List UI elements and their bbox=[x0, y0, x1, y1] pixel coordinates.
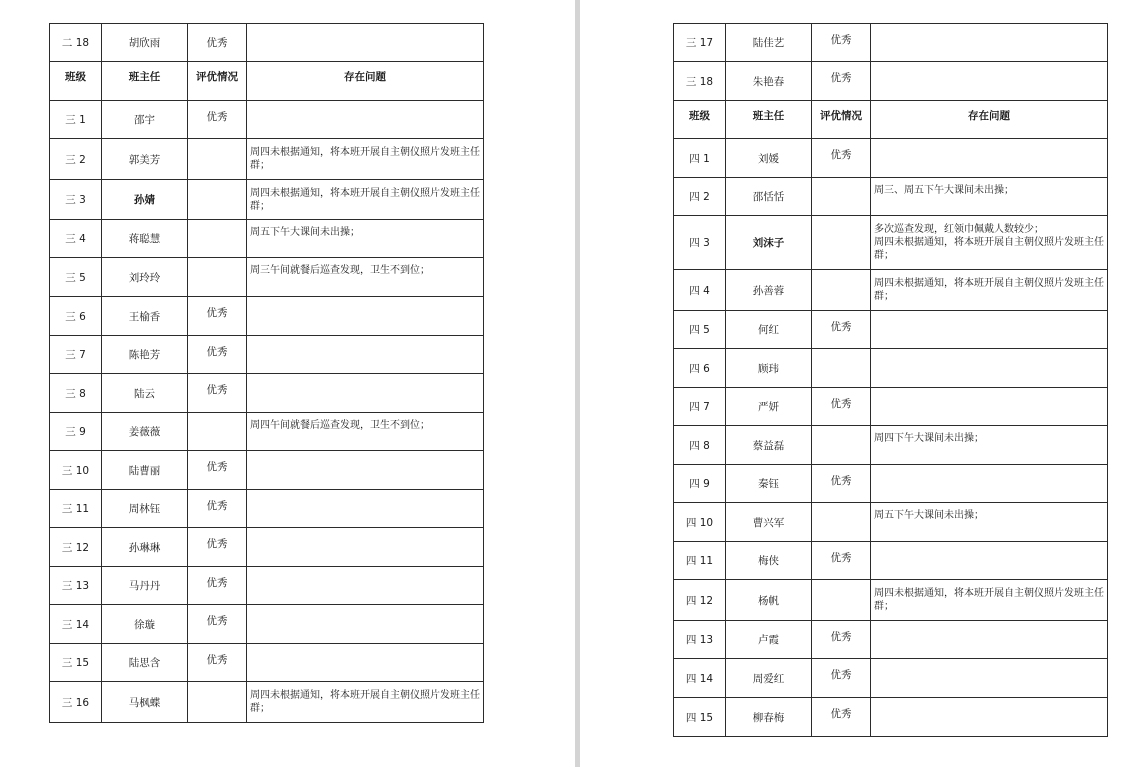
rating-cell: 优秀 bbox=[188, 101, 247, 139]
header-rating: 评优情况 bbox=[812, 101, 871, 139]
rating-cell bbox=[188, 413, 247, 451]
table-row bbox=[50, 258, 484, 297]
teacher-cell: 陆云 bbox=[102, 374, 188, 413]
teacher-cell: 柳春梅 bbox=[726, 698, 812, 737]
table-row bbox=[674, 426, 1108, 465]
rating-cell: 优秀 bbox=[812, 24, 871, 62]
class-cell: 三 3 bbox=[50, 180, 102, 220]
class-cell: 四 3 bbox=[674, 216, 726, 270]
table-row bbox=[674, 216, 1108, 270]
issue-cell bbox=[871, 698, 1108, 737]
class-cell: 二 18 bbox=[50, 24, 102, 62]
rating-cell: 优秀 bbox=[812, 621, 871, 659]
issue-cell bbox=[247, 490, 484, 528]
rating-cell bbox=[188, 180, 247, 220]
table-row bbox=[674, 62, 1108, 101]
rating-cell: 优秀 bbox=[812, 659, 871, 698]
rating-cell bbox=[812, 503, 871, 542]
table-row bbox=[674, 542, 1108, 580]
header-rating: 评优情况 bbox=[188, 62, 247, 101]
class-cell: 四 1 bbox=[674, 139, 726, 178]
teacher-cell: 陆曹丽 bbox=[102, 451, 188, 490]
rating-cell: 优秀 bbox=[188, 374, 247, 413]
class-cell: 四 4 bbox=[674, 270, 726, 311]
teacher-cell: 孙琳琳 bbox=[102, 528, 188, 567]
teacher-cell: 马丹丹 bbox=[102, 567, 188, 605]
issue-cell bbox=[871, 465, 1108, 503]
issue-cell bbox=[247, 24, 484, 62]
table-row bbox=[50, 336, 484, 374]
table-row bbox=[50, 567, 484, 605]
teacher-cell: 梅侠 bbox=[726, 542, 812, 580]
table-row bbox=[674, 659, 1108, 698]
table-row bbox=[674, 580, 1108, 621]
table-row bbox=[674, 388, 1108, 426]
header-teacher: 班主任 bbox=[726, 101, 812, 139]
class-cell: 四 14 bbox=[674, 659, 726, 698]
rating-cell: 优秀 bbox=[188, 644, 247, 682]
rating-cell bbox=[812, 580, 871, 621]
class-cell: 四 12 bbox=[674, 580, 726, 621]
issue-cell bbox=[871, 62, 1108, 101]
rating-cell: 优秀 bbox=[812, 388, 871, 426]
table-row bbox=[50, 682, 484, 723]
class-cell: 四 15 bbox=[674, 698, 726, 737]
issue-cell bbox=[247, 101, 484, 139]
rating-cell: 优秀 bbox=[188, 567, 247, 605]
table-header-row bbox=[50, 62, 484, 101]
table-row bbox=[674, 270, 1108, 311]
rating-cell bbox=[812, 178, 871, 216]
teacher-cell: 邵宇 bbox=[102, 101, 188, 139]
issue-cell bbox=[247, 644, 484, 682]
issue-cell: 周五下午大课间未出操； bbox=[247, 220, 484, 258]
table-row bbox=[50, 139, 484, 180]
issue-cell bbox=[247, 374, 484, 413]
rating-cell bbox=[812, 349, 871, 388]
rating-cell: 优秀 bbox=[812, 698, 871, 737]
table-row bbox=[674, 503, 1108, 542]
table-row bbox=[50, 297, 484, 336]
teacher-cell: 朱艳春 bbox=[726, 62, 812, 101]
issue-cell: 周四未根据通知，将本班开展自主朝仪照片发班主任群； bbox=[871, 270, 1108, 311]
teacher-cell: 孙婧 bbox=[102, 180, 188, 220]
teacher-cell: 陈艳芳 bbox=[102, 336, 188, 374]
teacher-cell: 刘媛 bbox=[726, 139, 812, 178]
class-cell: 三 6 bbox=[50, 297, 102, 336]
issue-cell bbox=[871, 311, 1108, 349]
table-row bbox=[50, 528, 484, 567]
issue-cell bbox=[247, 605, 484, 644]
issue-cell bbox=[871, 349, 1108, 388]
table-row bbox=[674, 698, 1108, 737]
table-header-row bbox=[674, 101, 1108, 139]
teacher-cell: 周林钰 bbox=[102, 490, 188, 528]
rating-cell: 优秀 bbox=[188, 24, 247, 62]
class-cell: 三 15 bbox=[50, 644, 102, 682]
teacher-cell: 马枫蝶 bbox=[102, 682, 188, 723]
table-row bbox=[50, 101, 484, 139]
issue-cell bbox=[871, 388, 1108, 426]
issue-cell bbox=[871, 24, 1108, 62]
rating-cell: 优秀 bbox=[812, 62, 871, 101]
issue-cell bbox=[247, 451, 484, 490]
class-cell: 四 2 bbox=[674, 178, 726, 216]
teacher-cell: 曹兴军 bbox=[726, 503, 812, 542]
rating-cell bbox=[188, 682, 247, 723]
table-row bbox=[674, 465, 1108, 503]
teacher-cell: 胡欣雨 bbox=[102, 24, 188, 62]
teacher-cell: 陆思含 bbox=[102, 644, 188, 682]
teacher-cell: 周爱红 bbox=[726, 659, 812, 698]
issue-cell: 周三午间就餐后巡查发现，卫生不到位； bbox=[247, 258, 484, 297]
issue-cell bbox=[247, 336, 484, 374]
class-cell: 四 13 bbox=[674, 621, 726, 659]
issue-cell: 周四未根据通知，将本班开展自主朝仪照片发班主任群； bbox=[871, 580, 1108, 621]
table-row bbox=[50, 374, 484, 413]
issue-cell: 周四未根据通知，将本班开展自主朝仪照片发班主任群； bbox=[247, 682, 484, 723]
teacher-cell: 蔡益磊 bbox=[726, 426, 812, 465]
class-cell: 三 17 bbox=[674, 24, 726, 62]
teacher-cell: 杨帆 bbox=[726, 580, 812, 621]
issue-cell: 周四午间就餐后巡查发现，卫生不到位； bbox=[247, 413, 484, 451]
rating-cell: 优秀 bbox=[812, 139, 871, 178]
table-row bbox=[50, 180, 484, 220]
teacher-cell: 蒋聪慧 bbox=[102, 220, 188, 258]
teacher-cell: 邵恬恬 bbox=[726, 178, 812, 216]
class-cell: 三 2 bbox=[50, 139, 102, 180]
issue-cell bbox=[871, 659, 1108, 698]
class-cell: 三 8 bbox=[50, 374, 102, 413]
issue-cell: 周四下午大课间未出操； bbox=[871, 426, 1108, 465]
class-cell: 三 4 bbox=[50, 220, 102, 258]
rating-cell: 优秀 bbox=[188, 336, 247, 374]
header-class: 班级 bbox=[674, 101, 726, 139]
issue-cell: 周五下午大课间未出操； bbox=[871, 503, 1108, 542]
table-row bbox=[674, 349, 1108, 388]
rating-cell: 优秀 bbox=[812, 465, 871, 503]
issue-cell: 周三、周五下午大课间未出操； bbox=[871, 178, 1108, 216]
table-row bbox=[50, 490, 484, 528]
issue-cell bbox=[871, 139, 1108, 178]
header-class: 班级 bbox=[50, 62, 102, 101]
rating-cell: 优秀 bbox=[188, 451, 247, 490]
header-teacher: 班主任 bbox=[102, 62, 188, 101]
rating-cell bbox=[812, 216, 871, 270]
class-cell: 三 5 bbox=[50, 258, 102, 297]
issue-cell: 周四未根据通知，将本班开展自主朝仪照片发班主任群； bbox=[247, 180, 484, 220]
table-row bbox=[50, 451, 484, 490]
class-cell: 三 13 bbox=[50, 567, 102, 605]
table-row bbox=[50, 644, 484, 682]
teacher-cell: 卢霞 bbox=[726, 621, 812, 659]
class-cell: 四 8 bbox=[674, 426, 726, 465]
teacher-cell: 姜薇薇 bbox=[102, 413, 188, 451]
rating-cell bbox=[812, 426, 871, 465]
teacher-cell: 刘沫子 bbox=[726, 216, 812, 270]
class-cell: 四 5 bbox=[674, 311, 726, 349]
teacher-cell: 王榆香 bbox=[102, 297, 188, 336]
rating-cell bbox=[188, 220, 247, 258]
issue-cell bbox=[247, 297, 484, 336]
class-cell: 四 11 bbox=[674, 542, 726, 580]
rating-cell: 优秀 bbox=[188, 528, 247, 567]
issue-cell: 周四未根据通知，将本班开展自主朝仪照片发班主任群； bbox=[247, 139, 484, 180]
rating-cell: 优秀 bbox=[188, 297, 247, 336]
teacher-cell: 徐璇 bbox=[102, 605, 188, 644]
rating-cell bbox=[188, 139, 247, 180]
table-row bbox=[674, 24, 1108, 62]
class-cell: 三 18 bbox=[674, 62, 726, 101]
class-cell: 三 11 bbox=[50, 490, 102, 528]
issue-cell bbox=[247, 528, 484, 567]
class-cell: 四 6 bbox=[674, 349, 726, 388]
rating-cell: 优秀 bbox=[188, 605, 247, 644]
class-cell: 三 10 bbox=[50, 451, 102, 490]
rating-cell: 优秀 bbox=[812, 311, 871, 349]
teacher-cell: 严妍 bbox=[726, 388, 812, 426]
teacher-cell: 陆佳艺 bbox=[726, 24, 812, 62]
rating-cell bbox=[812, 270, 871, 311]
rating-cell: 优秀 bbox=[188, 490, 247, 528]
teacher-cell: 孙善蓉 bbox=[726, 270, 812, 311]
header-issue: 存在问题 bbox=[871, 101, 1108, 139]
issue-cell: 多次巡查发现，红领巾佩戴人数较少； 周四未根据通知，将本班开展自主朝仪照片发班主任群； bbox=[871, 216, 1108, 270]
issue-cell bbox=[871, 621, 1108, 659]
table-row bbox=[674, 178, 1108, 216]
class-cell: 三 9 bbox=[50, 413, 102, 451]
teacher-cell: 刘玲玲 bbox=[102, 258, 188, 297]
table-row bbox=[50, 220, 484, 258]
rating-cell: 优秀 bbox=[812, 542, 871, 580]
class-cell: 四 10 bbox=[674, 503, 726, 542]
class-cell: 三 1 bbox=[50, 101, 102, 139]
table-row bbox=[50, 605, 484, 644]
table-row bbox=[674, 139, 1108, 178]
teacher-cell: 秦钰 bbox=[726, 465, 812, 503]
teacher-cell: 何红 bbox=[726, 311, 812, 349]
class-cell: 四 9 bbox=[674, 465, 726, 503]
table-row bbox=[50, 413, 484, 451]
teacher-cell: 郭美芳 bbox=[102, 139, 188, 180]
table-row bbox=[50, 24, 484, 62]
issue-cell bbox=[871, 542, 1108, 580]
class-cell: 四 7 bbox=[674, 388, 726, 426]
table-row bbox=[674, 621, 1108, 659]
class-cell: 三 7 bbox=[50, 336, 102, 374]
issue-cell bbox=[247, 567, 484, 605]
table-row bbox=[674, 311, 1108, 349]
header-issue: 存在问题 bbox=[247, 62, 484, 101]
class-evaluation-table-right bbox=[673, 23, 1108, 737]
teacher-cell: 顾玮 bbox=[726, 349, 812, 388]
class-cell: 三 14 bbox=[50, 605, 102, 644]
rating-cell bbox=[188, 258, 247, 297]
class-evaluation-table-left bbox=[49, 23, 484, 723]
class-cell: 三 12 bbox=[50, 528, 102, 567]
class-cell: 三 16 bbox=[50, 682, 102, 723]
